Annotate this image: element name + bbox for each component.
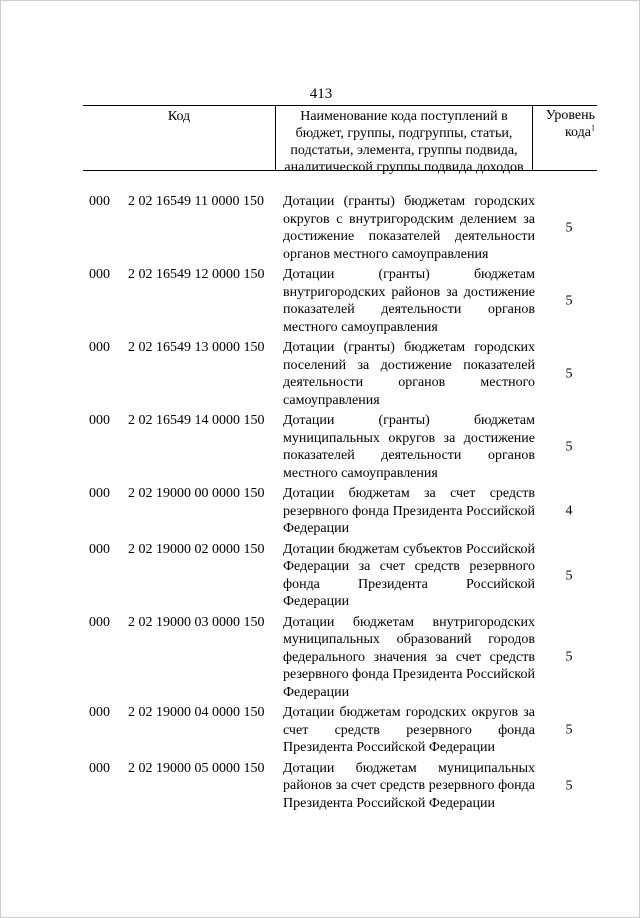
table-row [89, 193, 589, 263]
row-code: 2 02 19000 00 0000 150 [128, 486, 265, 501]
row-code: 2 02 19000 04 0000 150 [128, 705, 265, 720]
row-level: 5 [565, 366, 573, 382]
table-row [89, 412, 589, 482]
row-name: Дотации бюджетам муниципальных районов за счет средств резервного фонда Президента Российской Федерации [283, 760, 535, 811]
row-level: 5 [565, 293, 573, 309]
header-level-label: Уровень кода [545, 108, 595, 140]
row-name: Дотации бюджетам субъектов Российской Федерации за счет средств резервного фонда Президента Российской Федерации [283, 541, 535, 609]
row-name: Дотации бюджетам за счет средств резервного фонда Президента Российской Федерации [283, 486, 535, 536]
row-name: Дотации (гранты) бюджетам городских округов с внутригородским делением за достижение показателей деятельности органов местного самоуправления [283, 194, 535, 262]
header-level [533, 106, 597, 170]
row-level: 5 [565, 722, 573, 738]
row-name: Дотации (гранты) бюджетам муниципальных округов за достижение показателей деятельности органов местного самоуправления [283, 413, 535, 481]
row-name: Дотации бюджетам внутригородских муниципальных образований городов федерального значения за счет средств резервного фонда Президента Российской Федерации [283, 614, 535, 700]
row-code: 2 02 19000 03 0000 150 [128, 614, 265, 630]
table-row [89, 614, 589, 702]
row-name: Дотации бюджетам городских округов за счет средств резервного фонда Президента Российской Федерации [283, 705, 535, 755]
table-row [89, 541, 589, 611]
row-level: 4 [565, 503, 573, 519]
table-row [89, 339, 589, 409]
row-code: 2 02 16549 12 0000 150 [128, 267, 265, 282]
table-row [89, 760, 589, 813]
table-body [89, 193, 589, 812]
row-level: 5 [565, 567, 573, 583]
table-header [83, 105, 597, 175]
row-code-prefix: 000 [89, 541, 110, 557]
row-level: 5 [565, 778, 573, 793]
table-row [89, 485, 589, 538]
row-name: Дотации (гранты) бюджетам городских поселений за достижение показателей деятельности органов местного самоуправления [283, 340, 535, 408]
row-code-prefix: 000 [89, 705, 110, 720]
header-code: Код [83, 106, 276, 170]
row-level: 5 [565, 220, 573, 236]
table-row [89, 704, 589, 757]
header-name: Наименование кода поступлений в бюджет, группы, подгруппы, статьи, подстатьи, элемента, группы подвида, аналитической группы подвида доходов [276, 106, 533, 170]
row-code-prefix: 000 [89, 760, 110, 776]
row-code: 2 02 16549 13 0000 150 [128, 340, 265, 355]
row-level: 5 [565, 649, 573, 665]
row-name: Дотации (гранты) бюджетам внутригородских районов за достижение показателей деятельности органов местного самоуправления [283, 267, 535, 335]
row-code: 2 02 16549 11 0000 150 [128, 194, 264, 209]
row-level: 5 [565, 439, 573, 455]
row-code: 2 02 19000 02 0000 150 [128, 541, 265, 557]
row-code: 2 02 19000 05 0000 150 [128, 760, 265, 776]
row-code-prefix: 000 [89, 486, 110, 501]
row-code-prefix: 000 [89, 614, 110, 630]
header-level-footnote: 1 [591, 123, 595, 133]
row-code-prefix: 000 [89, 340, 110, 355]
table-row [89, 266, 589, 336]
row-code-prefix: 000 [89, 267, 110, 282]
row-code: 2 02 16549 14 0000 150 [128, 413, 265, 428]
row-code-prefix: 000 [89, 413, 110, 428]
page-number: 413 [309, 86, 333, 102]
row-code-prefix: 000 [89, 194, 110, 209]
